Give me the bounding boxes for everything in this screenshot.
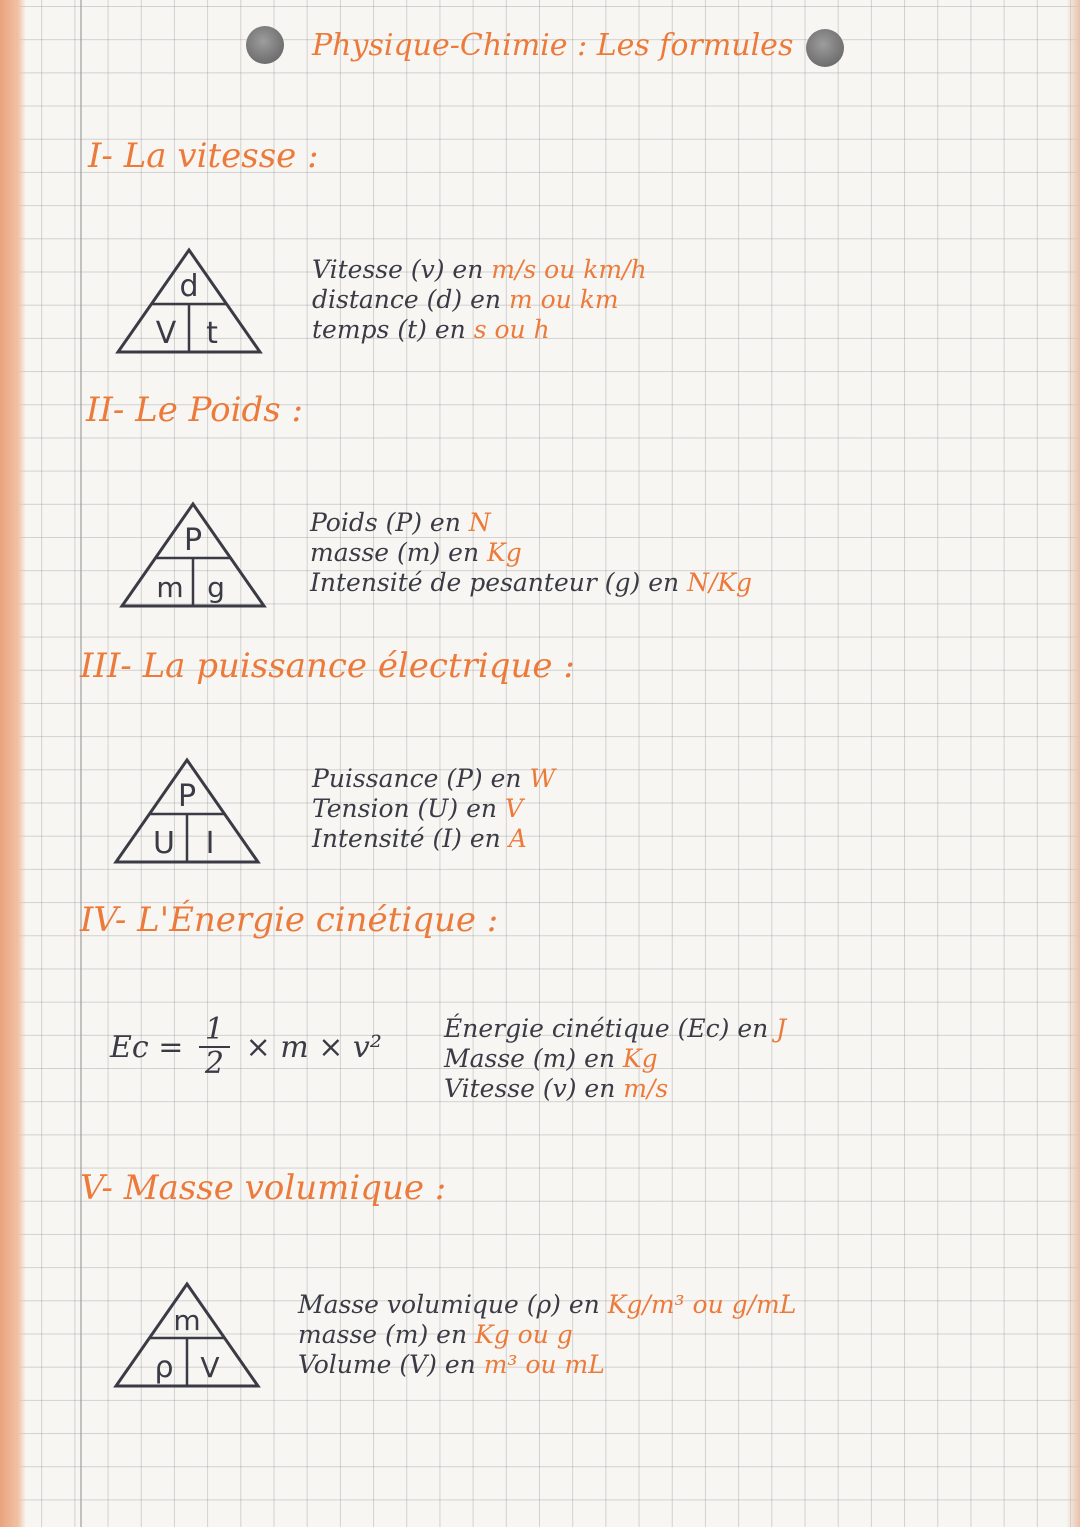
unit-line: Intensité (I) en A <box>312 824 527 853</box>
tri-left-label: U <box>153 826 175 861</box>
unit-line: Vitesse (v) en m/s ou km/h <box>312 255 647 284</box>
tri-top-label: P <box>177 779 197 814</box>
heading-masse-volumique: V- Masse volumique : <box>80 1168 447 1208</box>
tri-right-label: I <box>205 826 215 861</box>
formula-fraction <box>199 1014 230 1080</box>
tri-left-label: V <box>155 316 177 351</box>
unit-line: masse (m) en Kg ou g <box>298 1320 573 1349</box>
tri-right-label: V <box>200 1351 220 1384</box>
tri-right-label: t <box>206 316 218 351</box>
tri-top-label: m <box>173 1304 201 1337</box>
tri-top-label: P <box>183 523 203 558</box>
unit-line: Tension (U) en V <box>312 794 523 823</box>
unit-line: Masse volumique (ρ) en Kg/m³ ou g/mL <box>298 1290 797 1319</box>
tri-left-label: m <box>156 571 184 604</box>
page-title: Physique-Chimie : Les formules <box>312 28 794 63</box>
units-energie-cinetique <box>444 1014 786 1104</box>
binder-hole-left <box>246 26 284 64</box>
heading-vitesse: I- La vitesse : <box>88 136 319 176</box>
tri-right-label: g <box>207 571 225 604</box>
paper-right-edge <box>1066 0 1080 1527</box>
unit-line: Masse (m) en Kg <box>444 1044 658 1073</box>
triangle-puissance <box>112 756 262 870</box>
formula-lhs: Ec = <box>110 1029 184 1065</box>
unit-line: Volume (V) en m³ ou mL <box>298 1350 605 1379</box>
unit-line: masse (m) en Kg <box>310 538 522 567</box>
tri-top-label: d <box>179 269 199 304</box>
units-masse-volumique <box>298 1290 796 1380</box>
formula-energie-cinetique <box>110 1014 382 1080</box>
unit-line: Vitesse (v) en m/s <box>444 1074 669 1103</box>
unit-line: distance (d) en m ou km <box>312 285 619 314</box>
tri-left-label: ρ <box>154 1350 174 1385</box>
units-vitesse <box>312 255 647 345</box>
formula-rhs: × m × v² <box>245 1029 382 1065</box>
triangle-vitesse <box>114 246 264 360</box>
triangle-masse-volumique <box>112 1280 262 1394</box>
heading-puissance: III- La puissance électrique : <box>80 646 575 686</box>
paper-left-edge <box>0 0 26 1527</box>
units-puissance <box>312 764 555 854</box>
fraction-numerator: 1 <box>199 1014 230 1048</box>
unit-line: temps (t) en s ou h <box>312 315 550 344</box>
heading-poids: II- Le Poids : <box>86 390 303 430</box>
unit-line: Énergie cinétique (Ec) en J <box>444 1014 787 1043</box>
margin-line <box>80 0 82 1527</box>
unit-line: Puissance (P) en W <box>312 764 556 793</box>
heading-energie-cinetique: IV- L'Énergie cinétique : <box>80 900 499 940</box>
unit-line: Intensité de pesanteur (g) en N/Kg <box>310 568 753 597</box>
units-poids <box>310 508 752 598</box>
unit-line: Poids (P) en N <box>310 508 491 537</box>
binder-hole-right <box>806 29 844 67</box>
fraction-denominator: 2 <box>204 1046 225 1081</box>
triangle-poids <box>118 500 268 614</box>
